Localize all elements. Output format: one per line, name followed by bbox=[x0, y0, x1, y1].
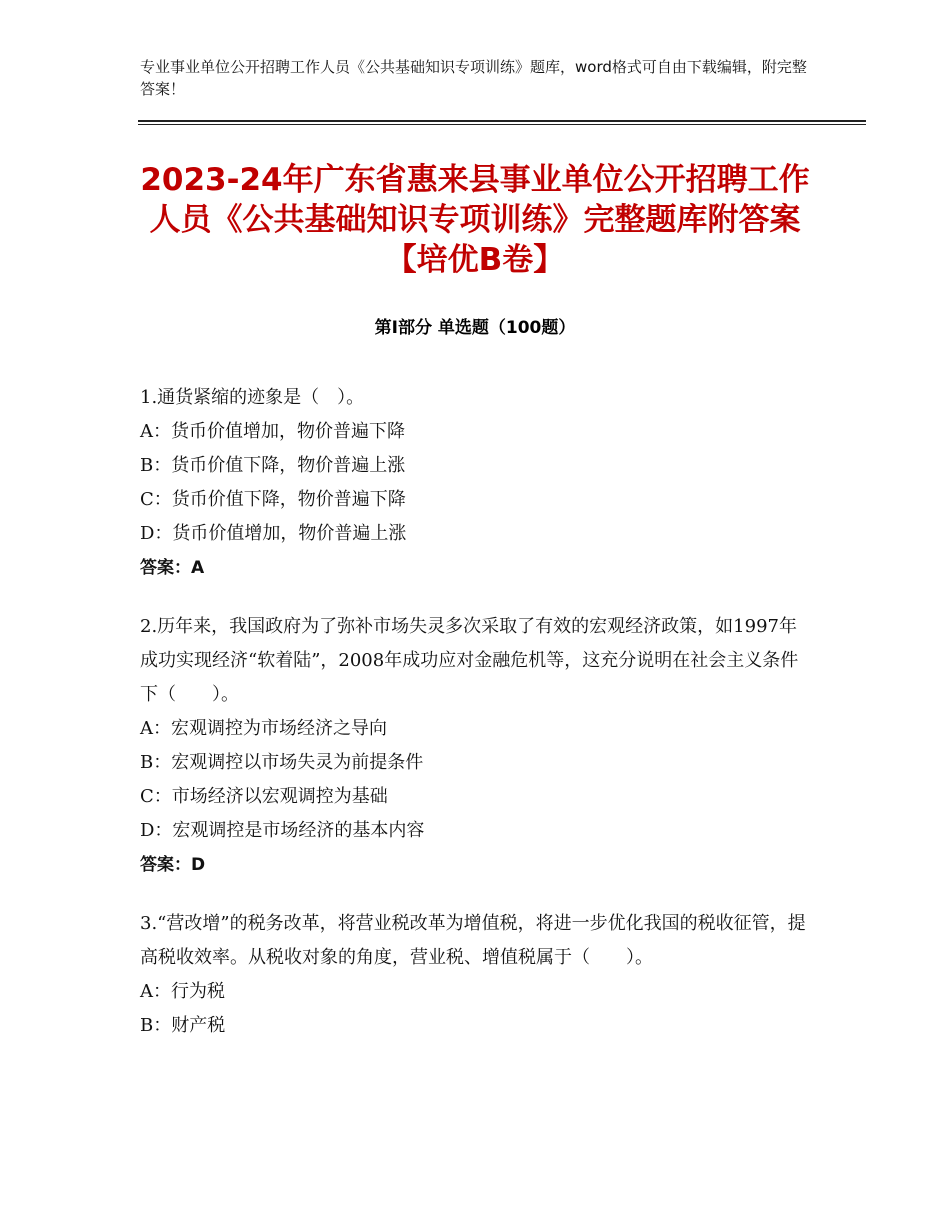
question-stem: 1.通货紧缩的迹象是（ ）。 bbox=[140, 387, 365, 408]
option-d: D：宏观调控是市场经济的基本内容 bbox=[140, 820, 425, 841]
header-note: 专业事业单位公开招聘工作人员《公共基础知识专项训练》题库，word格式可自由下载编辑，附完整答案！ bbox=[140, 58, 807, 98]
option-b: B：宏观调控以市场失灵为前提条件 bbox=[140, 752, 424, 773]
option-c: C：货币价值下降，物价普遍下降 bbox=[140, 489, 406, 510]
question-2 bbox=[140, 610, 810, 882]
header-rule-thin bbox=[138, 124, 866, 125]
question-3 bbox=[140, 907, 810, 1043]
option-d: D：货币价值增加，物价普遍上涨 bbox=[140, 523, 407, 544]
question-stem: 2.历年来，我国政府为了弥补市场失灵多次采取了有效的宏观经济政策，如1997年成功实现经济“软着陆”，2008年成功应对金融危机等，这充分说明在社会主义条件下（ ）。 bbox=[140, 616, 799, 705]
section-title: 第Ⅰ部分 单选题（100题） bbox=[374, 318, 576, 338]
question-1 bbox=[140, 381, 810, 585]
option-b: B：货币价值下降，物价普遍上涨 bbox=[140, 455, 406, 476]
option-c: C：市场经济以宏观调控为基础 bbox=[140, 786, 388, 807]
question-stem: 3.“营改增”的税务改革，将营业税改革为增值税，将进一步优化我国的税收征管，提高税收效率。从税收对象的角度，营业税、增值税属于（ ）。 bbox=[140, 913, 806, 968]
option-a: A：宏观调控为市场经济之导向 bbox=[140, 718, 387, 739]
answer: 答案：A bbox=[140, 558, 205, 578]
header-rule bbox=[138, 120, 866, 122]
option-a: A：行为税 bbox=[140, 981, 225, 1002]
option-b: B：财产税 bbox=[140, 1015, 226, 1036]
answer: 答案：D bbox=[140, 855, 206, 875]
document-title: 2023-24年广东省惠来县事业单位公开招聘工作人员《公共基础知识专项训练》完整题库附答案【培优B卷】 bbox=[140, 162, 810, 278]
question-list bbox=[140, 381, 810, 1068]
option-a: A：货币价值增加，物价普遍下降 bbox=[140, 421, 405, 442]
